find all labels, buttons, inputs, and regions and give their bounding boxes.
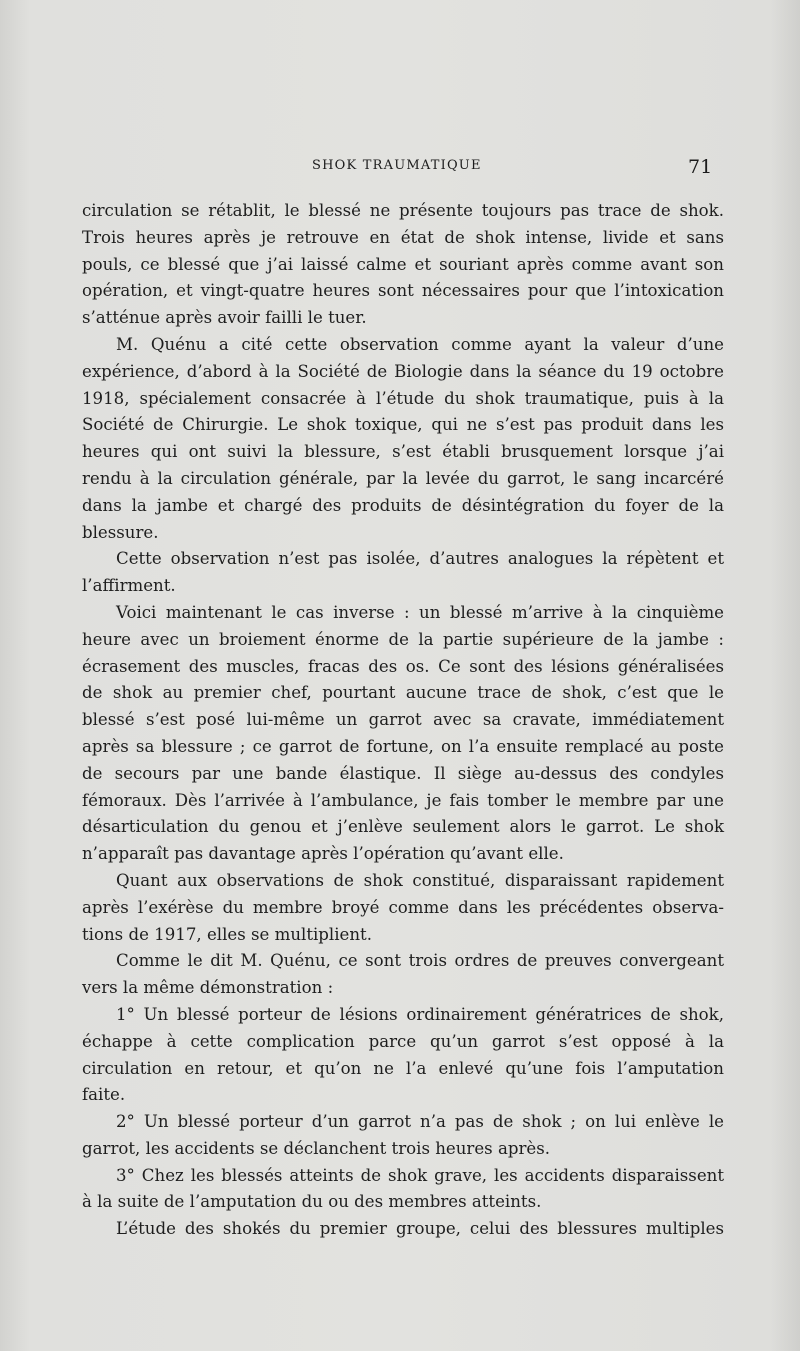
- text-line: pouls, ce blessé que j’ai laissé calme et souriant après comme avant son: [82, 254, 724, 274]
- text-line: rendu à la circulation générale, par la levée du garrot, le sang incarcéré: [82, 468, 724, 488]
- text-line: dans la jambe et chargé des produits de désintégration du foyer de la: [82, 495, 724, 515]
- text-line: fémoraux. Dès l’arrivée à l’ambulance, je fais tomber le membre par une: [82, 790, 724, 810]
- text-line: opération, et vingt-quatre heures sont nécessaires pour que l’intoxication: [82, 281, 724, 301]
- text-line: 1° Un blessé porteur de lésions ordinairement génératrices de shok,: [116, 1004, 724, 1024]
- text-line: tions de 1917, elles se multiplient.: [82, 924, 372, 944]
- text-line: après l’exérèse du membre broyé comme dans les précédentes observa-: [82, 897, 724, 917]
- text-line: M. Quénu a cité cette observation comme ayant la valeur d’une: [116, 334, 724, 354]
- text-line: Voici maintenant le cas inverse : un blessé m’arrive à la cinquième: [116, 602, 724, 622]
- text-line: L’étude des shokés du premier groupe, celui des blessures multiples: [116, 1219, 724, 1239]
- text-line: Société de Chirurgie. Le shok toxique, qui ne s’est pas produit dans les: [82, 415, 724, 435]
- text-line: circulation en retour, et qu’on ne l’a enlevé qu’une fois l’amputation: [82, 1058, 724, 1078]
- text-line: heures qui ont suivi la blessure, s’est établi brusquement lorsque j’ai: [82, 442, 724, 462]
- text-line: blessure.: [82, 522, 159, 542]
- page-header: [0, 156, 800, 180]
- text-line: à la suite de l’amputation du ou des membres atteints.: [82, 1192, 542, 1212]
- text-line: n’apparaît pas davantage après l’opération qu’avant elle.: [82, 844, 564, 864]
- text-line: heure avec un broiement énorme de la partie supérieure de la jambe :: [82, 629, 724, 649]
- text-line: expérience, d’abord à la Société de Biologie dans la séance du 19 octobre: [82, 361, 724, 381]
- text-line: faite.: [82, 1085, 126, 1105]
- text-line: Trois heures après je retrouve en état de shok intense, livide et sans: [82, 227, 724, 247]
- text-line: Cette observation n’est pas isolée, d’autres analogues la répètent et: [116, 549, 724, 569]
- running-title: SHOK TRAUMATIQUE: [312, 158, 482, 173]
- text-line: circulation se rétablit, le blessé ne présente toujours pas trace de shok.: [82, 201, 724, 220]
- text-line: 2° Un blessé porteur d’un garrot n’a pas de shok ; on lui enlève le: [116, 1112, 724, 1132]
- text-line: garrot, les accidents se déclanchent trois heures après.: [82, 1138, 551, 1158]
- body-text: [82, 198, 724, 1243]
- text-line: blessé s’est posé lui-même un garrot avec sa cravate, immédiatement: [82, 710, 724, 730]
- text-line: l’affirment.: [82, 576, 176, 596]
- text-line: écrasement des muscles, fracas des os. Ce sont des lésions généralisées: [82, 656, 724, 676]
- text-line: 3° Chez les blessés atteints de shok grave, les accidents disparaissent: [116, 1165, 724, 1185]
- text-line: Comme le dit M. Quénu, ce sont trois ordres de preuves convergeant: [116, 951, 724, 971]
- page-number: 71: [688, 156, 713, 178]
- text-line: échappe à cette complication parce qu’un garrot s’est opposé à la: [82, 1031, 724, 1051]
- text-line: de shok au premier chef, pourtant aucune trace de shok, c’est que le: [82, 683, 724, 703]
- text-line: vers la même démonstration :: [82, 978, 334, 998]
- text-line: s’atténue après avoir failli le tuer.: [82, 308, 367, 328]
- text-line: désarticulation du genou et j’enlève seulement alors le garrot. Le shok: [82, 817, 724, 837]
- text-line: 1918, spécialement consacrée à l’étude du shok traumatique, puis à la: [82, 388, 724, 408]
- text-line: après sa blessure ; ce garrot de fortune, on l’a ensuite remplacé au poste: [82, 736, 724, 756]
- text-line: de secours par une bande élastique. Il siège au-dessus des condyles: [82, 763, 724, 783]
- text-line: Quant aux observations de shok constitué, disparaissant rapidement: [116, 870, 724, 890]
